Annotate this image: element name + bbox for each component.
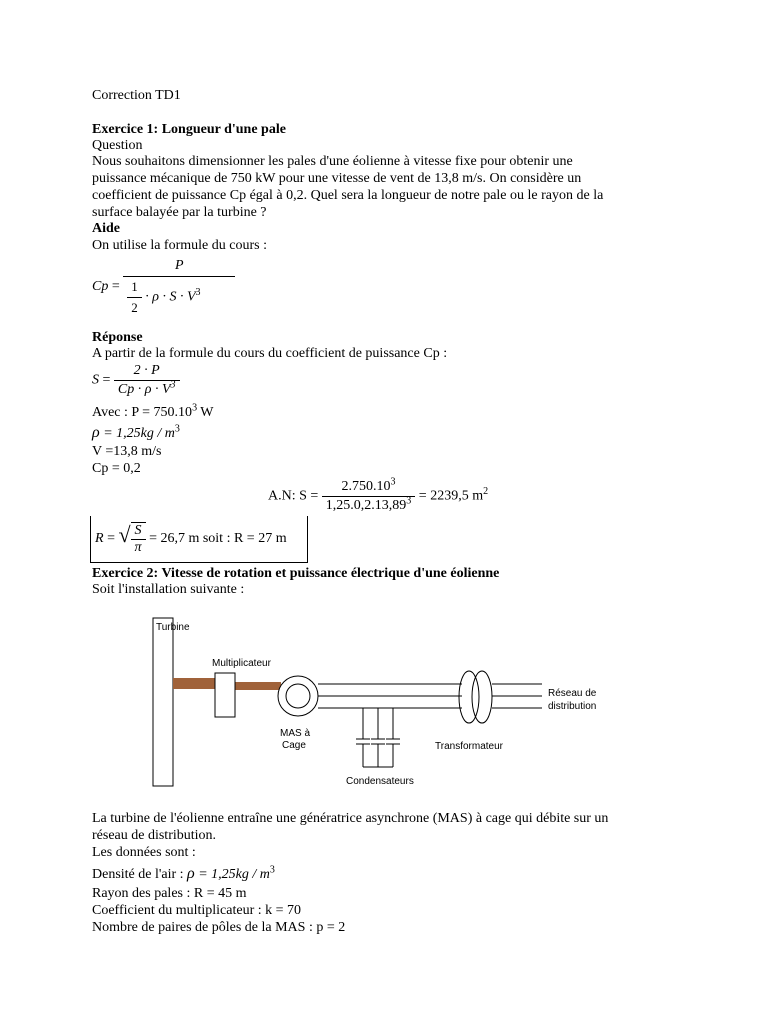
turbine-label: Turbine [156, 622, 190, 633]
v-line: V =13,8 m/s [92, 444, 162, 459]
donnees-label: Les données sont : [92, 845, 196, 860]
paires-line: Nombre de paires de pôles de la MAS : p = 2 [92, 920, 346, 935]
aide-text: On utilise la formule du cours : [92, 238, 267, 253]
installation-diagram [140, 612, 620, 792]
question-line-2: puissance mécanique de 750 kW pour une vitesse de vent de 13,8 m/s. On considère un [92, 171, 582, 186]
cp-formula: Cp = P $\frac{1}{2}$ · $\rho \cdot S \cdot V^3$ [92, 256, 235, 318]
reponse-text: A partir de la formule du cours du coefficient de puissance Cp : [92, 346, 448, 361]
condensateurs-label: Condensateurs [346, 776, 414, 787]
transformer-coil-1 [459, 671, 479, 723]
condensateurs-group [356, 708, 400, 767]
shaft-turbine [173, 678, 215, 689]
page-title: Correction TD1 [92, 88, 181, 103]
reseau-label-line1: Réseau de [548, 688, 597, 699]
coef-line: Coefficient du multiplicateur : k = 70 [92, 903, 302, 918]
question-line-3: coefficient de puissance Cp égal à 0,2. Quel sera la longueur de notre pale ou le rayon de la [92, 188, 604, 203]
para-line-1: La turbine de l'éolienne entraîne une génératrice asynchrone (MAS) à cage qui débite sur un [92, 811, 609, 826]
transformer-coil-2 [472, 671, 492, 723]
densite-line: Densité de l'air : $\rho = 1,25kg / m^3$ [92, 864, 275, 882]
rayon-line: Rayon des pales : R = 45 m [92, 886, 247, 901]
transformateur-label: Transformateur [435, 741, 503, 752]
multiplicateur-label: Multiplicateur [212, 658, 271, 669]
mas-label-line2: Cage [282, 740, 306, 751]
exercise-2-intro: Soit l'installation suivante : [92, 582, 245, 597]
shaft-generator [235, 682, 281, 690]
reseau-label-line2: distribution [548, 701, 597, 712]
r-formula: R = √ $\frac{S}{\pi}$ = 26,7 m soit : R = 27 m [95, 522, 287, 555]
aide-label: Aide [92, 221, 120, 236]
rho-line: $\rho = 1,25kg / m^3$ [92, 423, 180, 441]
s-formula: S = $\frac{2 \cdot P}{Cp \cdot \rho \cdot V^3}$ [92, 362, 180, 399]
question-line-1: Nous souhaitons dimensionner les pales d'une éolienne à vitesse fixe pour obtenir une [92, 154, 573, 169]
cp-line: Cp = 0,2 [92, 461, 141, 476]
turbine-block [153, 618, 173, 786]
an-formula: A.N: S = $\frac{2.750.10^3}{1,25.0,2.13,89^3}$ = 2239,5 $m^2$ [268, 476, 489, 513]
reponse-label: Réponse [92, 330, 143, 345]
mas-inner-circle [286, 684, 310, 708]
mas-label-line1: MAS à [280, 728, 311, 739]
exercise-1-heading: Exercice 1: Longueur d'une pale [92, 122, 286, 137]
question-line-4: surface balayée par la turbine ? [92, 205, 267, 220]
para-line-2: réseau de distribution. [92, 828, 217, 843]
avec-line: Avec : $P = 750.10^3$ W [92, 402, 214, 420]
question-label: Question [92, 138, 143, 153]
multiplicateur-block [215, 673, 235, 717]
exercise-2-heading: Exercice 2: Vitesse de rotation et puissance électrique d'une éolienne [92, 566, 500, 581]
